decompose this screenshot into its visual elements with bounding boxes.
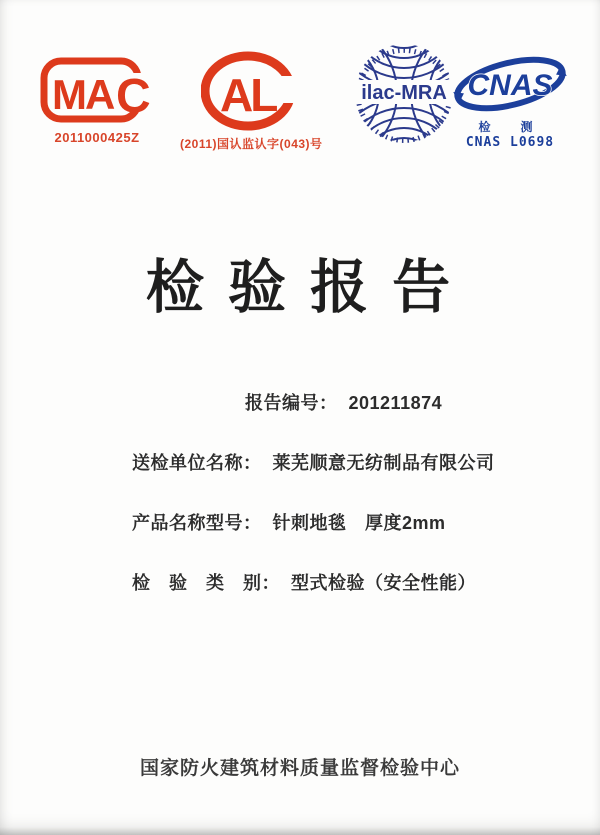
product-name-row bbox=[110, 488, 446, 556]
cal-icon bbox=[201, 48, 299, 132]
submitting-unit-value: 莱芜顺意无纺制品有限公司 bbox=[272, 453, 495, 473]
submitting-unit-row bbox=[110, 428, 495, 496]
ilac-mra-mark bbox=[352, 42, 456, 144]
cnas-testing-label: 检 测 bbox=[478, 120, 542, 134]
inspection-category-value: 型式检验（安全性能） bbox=[291, 573, 477, 593]
ilac-mra-label: ilac-MRA bbox=[361, 82, 447, 104]
report-number-value: 201211874 bbox=[348, 393, 443, 413]
cma-letter-c: C bbox=[116, 70, 151, 123]
report-number-row bbox=[223, 368, 442, 436]
cma-mark bbox=[36, 54, 158, 145]
ilac-mra-icon bbox=[353, 42, 455, 144]
cnas-accreditation-code: CNAS L0698 bbox=[465, 135, 555, 150]
submitting-unit-label: 送检单位名称： bbox=[132, 453, 262, 473]
cal-certificate-number: (2011)国认监认字(043)号 bbox=[180, 137, 323, 151]
report-number-label: 报告编号： bbox=[245, 393, 338, 413]
cal-letters: AL bbox=[220, 69, 276, 121]
product-name-value: 针刺地毯 厚度2mm bbox=[272, 513, 446, 533]
product-name-label: 产品名称型号： bbox=[132, 513, 262, 533]
cnas-mark bbox=[450, 56, 570, 150]
cma-certificate-number: 2011000425Z bbox=[54, 130, 140, 145]
cma-letters: MA bbox=[52, 71, 114, 118]
cnas-label: CNAS bbox=[467, 69, 553, 102]
cal-mark bbox=[180, 48, 323, 152]
issuing-organization: 国家防火建筑材料质量监督检验中心 bbox=[139, 758, 460, 779]
inspection-category-label: 检 验 类 别： bbox=[132, 573, 281, 593]
inspection-category-row bbox=[110, 548, 476, 616]
cma-icon bbox=[39, 54, 155, 126]
report-title: 检 验 报 告 bbox=[145, 255, 455, 320]
cnas-icon bbox=[453, 56, 567, 116]
